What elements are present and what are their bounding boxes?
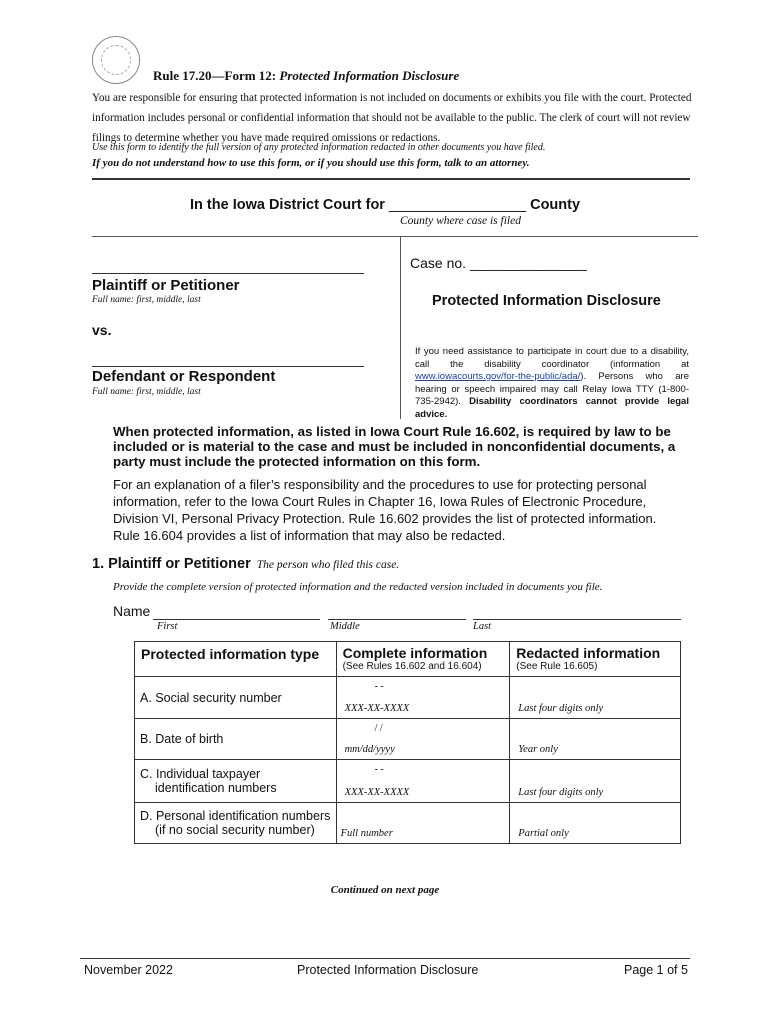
ada-link[interactable]: www.iowacourts.gov/for-the-public/ada/ bbox=[415, 371, 581, 382]
table-header-complete: Complete information (See Rules 16.602 and 16.604) bbox=[336, 642, 510, 677]
disability-assistance: If you need assistance to participate in court due to a disability, call the disability coordinator (information at www.iowacourts.gov/for-the-public/ada/). Persons who are hearing or speech impaired may call Relay Iowa TTY (1-800-735-2942). Disability coordinators cannot provide legal advice. bbox=[415, 346, 689, 420]
usage-note: Use this form to identify the full version of any protected information redacted in other documents you have filed. bbox=[92, 142, 546, 153]
first-label: First bbox=[157, 621, 178, 632]
redacted-cell[interactable]: Partial only bbox=[510, 803, 681, 844]
caption-divider bbox=[92, 236, 698, 237]
footer-page: Page 1 of 5 bbox=[624, 963, 688, 977]
table-row bbox=[135, 760, 681, 803]
complete-cell[interactable]: - - XXX-XX-XXXX bbox=[336, 760, 510, 803]
form-title: Rule 17.20—Form 12: Protected Information Disclosure bbox=[153, 68, 460, 83]
footer-date: November 2022 bbox=[84, 963, 173, 977]
table-row bbox=[135, 719, 681, 760]
complete-cell[interactable]: / / mm/dd/yyyy bbox=[336, 719, 510, 760]
table-header-type: Protected information type bbox=[135, 642, 337, 677]
case-number[interactable]: Case no. _______________ bbox=[410, 255, 587, 271]
redacted-cell[interactable]: Last four digits only bbox=[510, 677, 681, 719]
complete-cell[interactable]: - - XXX-XX-XXXX bbox=[336, 677, 510, 719]
table-row bbox=[135, 803, 681, 844]
defendant-name-line[interactable] bbox=[92, 366, 364, 367]
plaintiff-name-line[interactable] bbox=[92, 273, 364, 274]
intro-paragraph: You are responsible for ensuring that protected information is not included on documents or exhibits you file with the court. Protected information includes personal or confidential information that should not be available to the public. The clerk of court will not review filings to determine whether you have made required omissions or redactions. bbox=[92, 92, 692, 144]
court-seal bbox=[92, 36, 140, 84]
defendant-label: Defendant or Respondent bbox=[92, 368, 276, 385]
required-statement: When protected information, as listed in Iowa Court Rule 16.602, is required by law to be included or is material to the case and must be included in nonconfidential documents, a party must include the protected information on this form. bbox=[113, 424, 676, 469]
type-cell: C. Individual taxpayer identification numbers bbox=[135, 760, 337, 803]
court-heading: In the Iowa District Court for _________________ County bbox=[190, 197, 581, 213]
county-hint: County where case is filed bbox=[400, 215, 521, 227]
name-label: Name bbox=[113, 603, 151, 619]
divider bbox=[92, 178, 690, 180]
first-name-line[interactable] bbox=[153, 619, 320, 620]
section-1-instruction: Provide the complete version of protected information and the redacted version included in documents you file. bbox=[113, 581, 603, 593]
plaintiff-label: Plaintiff or Petitioner bbox=[92, 277, 240, 294]
explanation-paragraph: For an explanation of a filer’s responsibility and the procedures to use for protecting personal information, refer to the Iowa Court Rules in Chapter 16, Iowa Rules of Electronic Procedure, Division VI, Personal Privacy Protection. Rule 16.602 provides the list of protected information. Rule 16.604 provides a list of information that may also be redacted. bbox=[113, 477, 657, 543]
table-row bbox=[135, 677, 681, 719]
type-cell: B. Date of birth bbox=[135, 719, 337, 760]
table-header-row bbox=[135, 642, 681, 677]
section-1-heading: 1. Plaintiff or Petitioner The person who filed this case. bbox=[92, 556, 400, 572]
middle-label: Middle bbox=[330, 621, 360, 632]
versus: vs. bbox=[92, 322, 112, 338]
form-name: Protected Information Disclosure bbox=[432, 293, 661, 309]
table-header-redacted: Redacted information (See Rule 16.605) bbox=[510, 642, 681, 677]
attorney-note: If you do not understand how to use this form, or if you should use this form, talk to an attorney. bbox=[92, 157, 530, 169]
complete-cell[interactable]: Full number bbox=[336, 803, 510, 844]
type-cell: D. Personal identification numbers (if no social security number) bbox=[135, 803, 337, 844]
plaintiff-hint: Full name: first, middle, last bbox=[92, 295, 201, 305]
redacted-cell[interactable]: Last four digits only bbox=[510, 760, 681, 803]
footer-title: Protected Information Disclosure bbox=[297, 963, 479, 977]
last-name-line[interactable] bbox=[473, 619, 681, 620]
redacted-cell[interactable]: Year only bbox=[510, 719, 681, 760]
caption-vertical-divider bbox=[400, 237, 401, 419]
protected-info-table bbox=[134, 641, 681, 844]
footer-divider bbox=[80, 958, 690, 959]
type-cell: A. Social security number bbox=[135, 677, 337, 719]
middle-name-line[interactable] bbox=[328, 619, 466, 620]
last-label: Last bbox=[473, 621, 492, 632]
defendant-hint: Full name: first, middle, last bbox=[92, 387, 201, 397]
continued-note: Continued on next page bbox=[330, 884, 440, 896]
